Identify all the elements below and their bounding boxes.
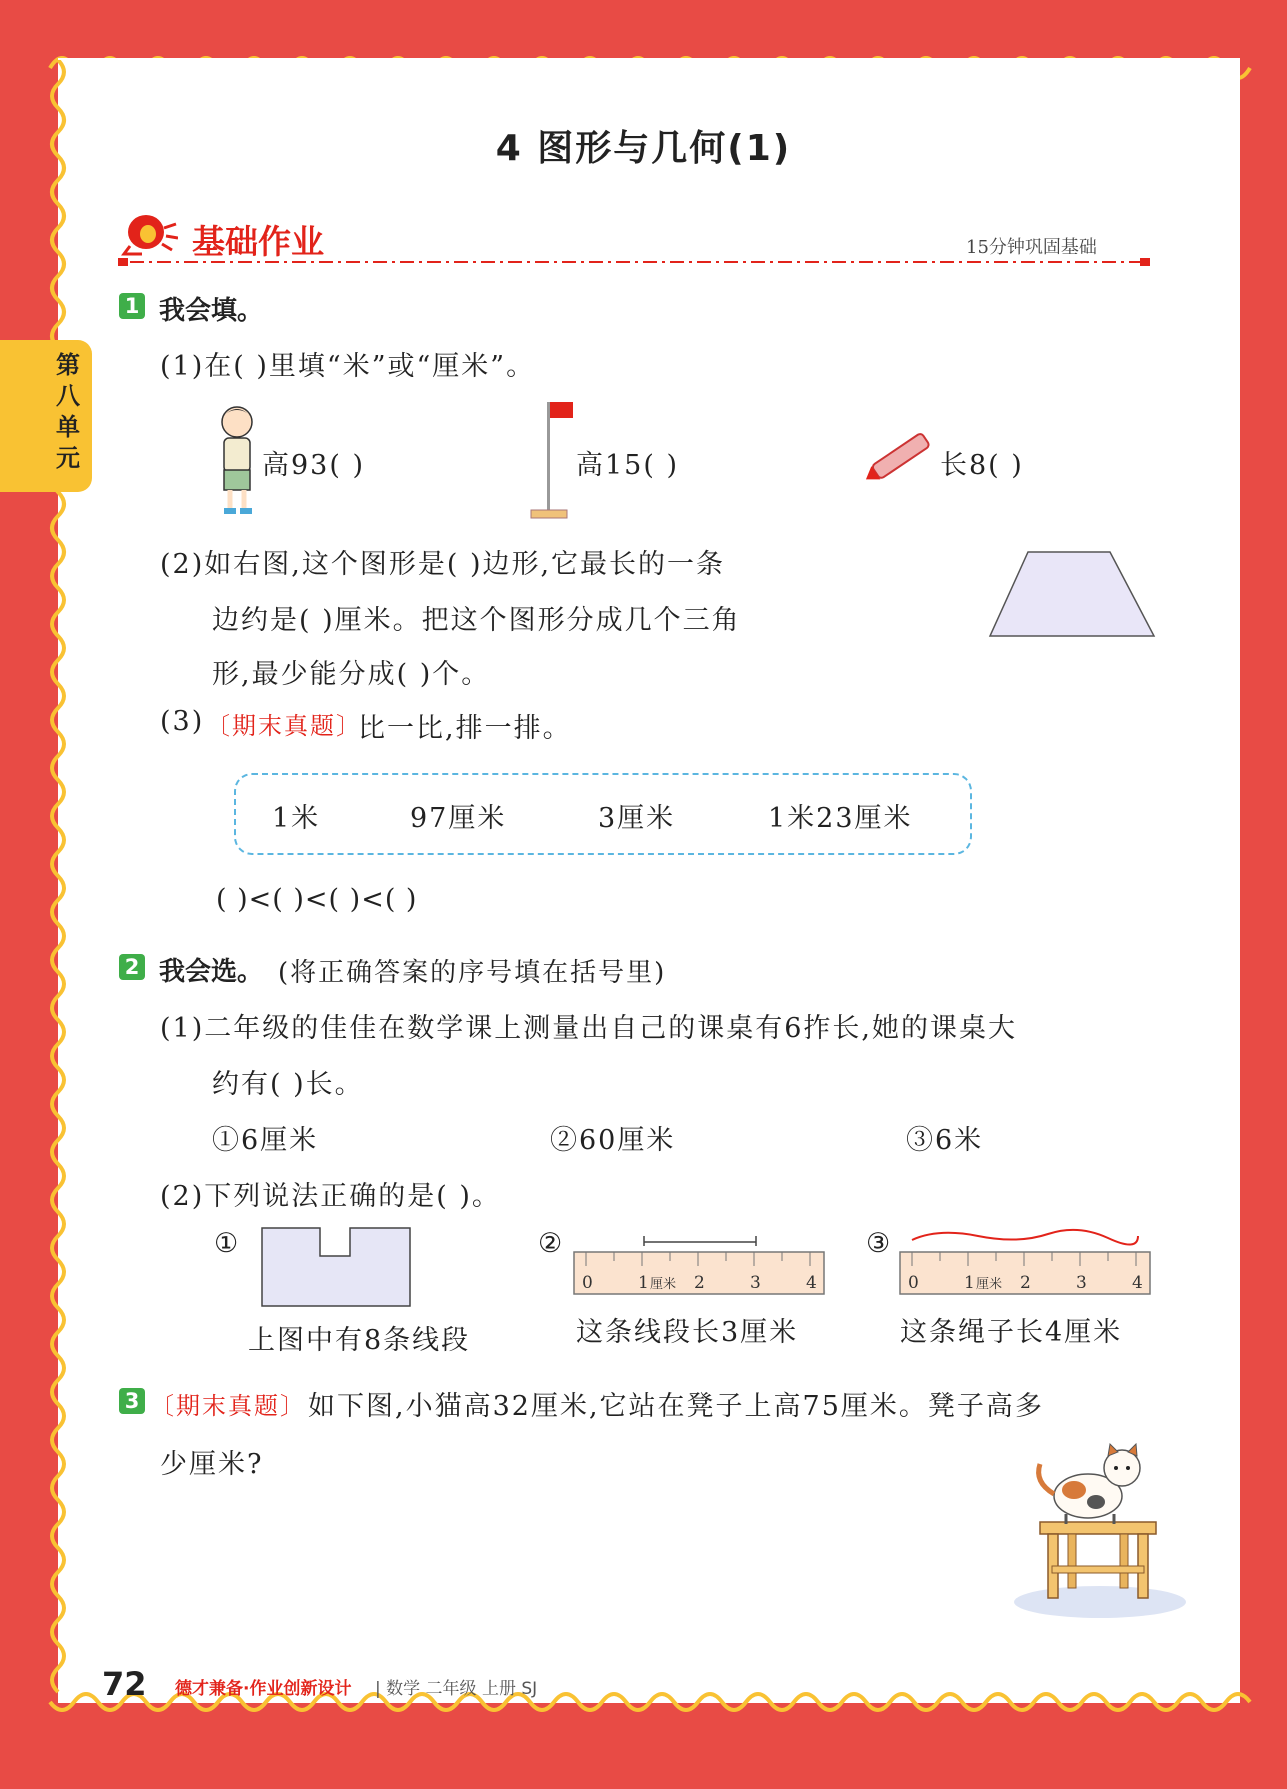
fill-item-crayon-length: 长8( ) (940, 450, 1024, 481)
footer-info: | 数学 二年级 上册 SJ (375, 1679, 538, 1699)
fill-item-boy-height: 高93( ) (262, 450, 366, 481)
option-item: ③6米 (906, 1125, 984, 1156)
crayon-illustration (858, 426, 938, 492)
exam-tag: 〔期末真题〕 (206, 712, 362, 740)
decorative-border-left (44, 60, 74, 1700)
question-number-badge: 3 (119, 1388, 145, 1414)
unit-tab-label: 第八单元 (56, 351, 80, 472)
question-text-line: 边约是( )厘米。把这个图形分成几个三角 (212, 605, 741, 636)
exam-tag: 〔期末真题〕 (150, 1392, 306, 1420)
question-text: (1)在( )里填“米”或“厘米”。 (160, 351, 536, 382)
ruler-label: 4 (806, 1273, 817, 1293)
ruler-label: 2 (1020, 1273, 1031, 1293)
option-item: ②60厘米 (550, 1125, 676, 1156)
compare-answer-blanks: ( )<( )<( )<( ) (216, 884, 418, 915)
question-text-line: (2)如右图,这个图形是( )边形,它最长的一条 (160, 549, 726, 580)
ruler-with-segment (572, 1232, 834, 1298)
section-divider (118, 256, 1158, 268)
ruler-label: 1 (638, 1273, 649, 1293)
compare-item: 1米 (272, 803, 321, 834)
question-text-line: 约有( )长。 (212, 1069, 364, 1100)
ruler-with-rope (898, 1222, 1160, 1298)
option-caption: 上图中有8条线段 (248, 1325, 471, 1356)
ruler-label: 2 (694, 1273, 705, 1293)
question-note: (将正确答案的序号填在括号里) (278, 958, 667, 988)
question-number-badge: 1 (119, 293, 145, 319)
question-text-line: (1)二年级的佳佳在数学课上测量出自己的课桌有6拃长,她的课桌大 (160, 1013, 1018, 1044)
option-mark: ② (538, 1228, 565, 1259)
ruler-label: 0 (582, 1273, 593, 1293)
bell-lamp-icon (118, 208, 178, 260)
option-caption: 这条绳子长4厘米 (900, 1317, 1123, 1348)
question-text: 比一比,排一排。 (358, 713, 572, 744)
question-text-line: 形,最少能分成( )个。 (212, 659, 491, 690)
ruler-unit: 厘米 (650, 1277, 677, 1292)
option-mark: ③ (866, 1228, 893, 1259)
question-text-label: (3) (160, 706, 205, 737)
question-text-line: 如下图,小猫高32厘米,它站在凳子上高75厘米。凳子高多 (308, 1391, 1044, 1422)
unit-tab (0, 340, 92, 492)
page-title: 4 图形与几何(1) (495, 128, 792, 169)
ruler-label: 3 (750, 1273, 761, 1293)
boy-illustration (212, 400, 262, 520)
ruler-unit: 厘米 (976, 1277, 1003, 1292)
footer-brand: 德才兼备·作业创新设计 (175, 1679, 352, 1699)
question-text-line: 少厘米? (160, 1449, 264, 1480)
question-number-badge: 2 (119, 954, 145, 980)
compare-item: 1米23厘米 (768, 803, 913, 834)
trapezoid-shape (984, 546, 1160, 642)
ruler-label: 4 (1132, 1273, 1143, 1293)
question-text: (2)下列说法正确的是( )。 (160, 1181, 501, 1212)
compare-item: 3厘米 (598, 803, 676, 834)
option-caption: 这条线段长3厘米 (576, 1317, 799, 1348)
compare-item: 97厘米 (410, 803, 507, 834)
option-item: ①6厘米 (212, 1125, 319, 1156)
section-subtitle: 15分钟巩固基础 (966, 237, 1097, 258)
section-title: 基础作业 (192, 222, 324, 261)
fill-item-flag-height: 高15( ) (576, 450, 680, 481)
cat-on-stool-illustration (1004, 1442, 1200, 1622)
flag-illustration (525, 398, 575, 523)
ruler-label: 1 (964, 1273, 975, 1293)
question-title: 我会选。 (159, 957, 264, 987)
notched-rectangle-figure (260, 1226, 412, 1308)
question-title: 我会填。 (159, 296, 264, 326)
page-number: 72 (102, 1665, 147, 1703)
ruler-label: 3 (1076, 1273, 1087, 1293)
option-mark: ① (214, 1228, 241, 1259)
ruler-label: 0 (908, 1273, 919, 1293)
